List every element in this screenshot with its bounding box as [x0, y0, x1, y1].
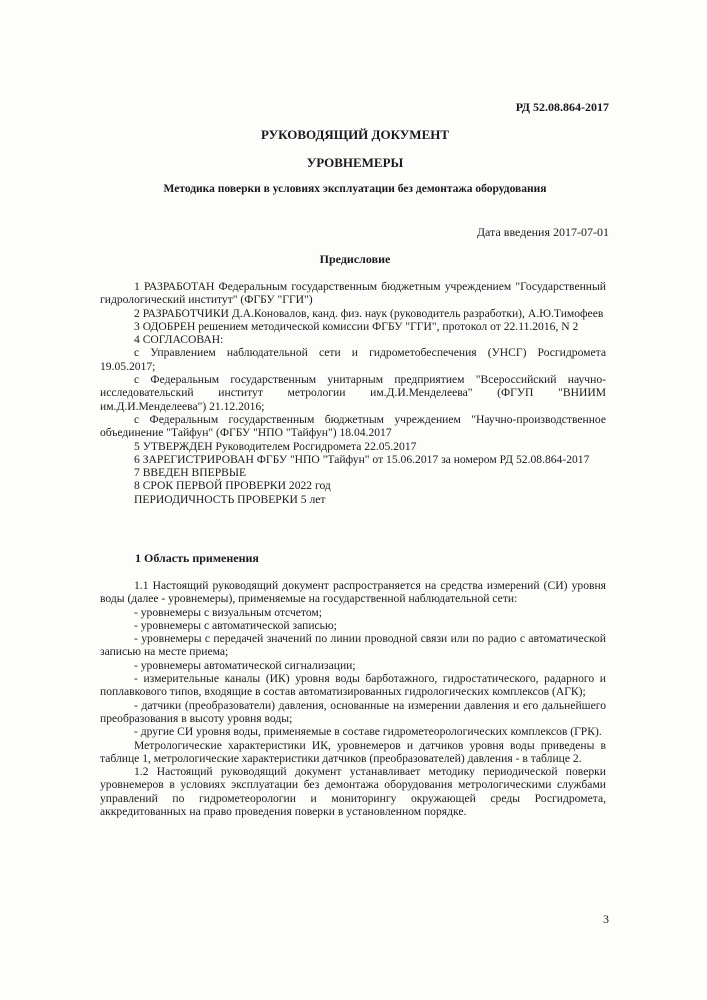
preface-item-check-period: ПЕРИОДИЧНОСТЬ ПРОВЕРКИ 5 лет [134, 492, 326, 506]
scope-list-item: - уровнемеры с автоматической записью; [134, 618, 337, 632]
document-code: РД 52.08.864-2017 [515, 100, 609, 114]
preface-item-confirmed: 5 УТВЕРЖДЕН Руководителем Росгидромета 22.05.2017 [134, 439, 417, 453]
document-subtitle: Методика поверки в условиях эксплуатации без демонтажа оборудования [163, 183, 547, 195]
scope-section [100, 579, 606, 818]
scope-list-item: - измерительные каналы (ИК) уровня воды барботажного, гидростатического, радарного и поплавкового типов, входящие в состав автоматизированных гидрологических комплексов (АГК); [100, 672, 606, 699]
document-type-title: РУКОВОДЯЩИЙ ДОКУМЕНТ [260, 127, 450, 142]
preface-item-check-date: 8 СРОК ПЕРВОЙ ПРОВЕРКИ 2022 год [134, 479, 331, 493]
introduction-date: Дата введения 2017-07-01 [476, 225, 609, 239]
preface-agreed-unsg: с Управлением наблюдательной сети и гидрометобеспечения (УНСГ) Росгидромета 19.05.2017; [100, 346, 606, 373]
preface-item-introduced: 7 ВВЕДЕН ВПЕРВЫЕ [134, 466, 247, 480]
scope-metrology-para: Метрологические характеристики ИК, уровнемеров и датчиков уровня воды приведены в таблице 1, метрологические характеристики датчиков (преобразователей) давления - в таблице 2. [100, 738, 606, 765]
preface-section [100, 280, 606, 506]
scope-list-item: - уровнемеры с передачей значений по линии проводной связи или по радио с автоматической записью на месте приема; [100, 632, 606, 659]
scope-heading: 1 Область применения [135, 551, 259, 565]
preface-item-approved: 3 ОДОБРЕН решением методической комиссии ФГБУ "ГГИ", протокол от 22.11.2016, N 2 [134, 319, 579, 333]
preface-item-registered: 6 ЗАРЕГИСТРИРОВАН ФГБУ "НПО "Тайфун" от 15.06.2017 за номером РД 52.08.864-2017 [134, 452, 590, 466]
preface-item-developed: 1 РАЗРАБОТАН Федеральным государственным бюджетным учреждением "Государственный гидрологический институт" (ФГБУ "ГГИ") [100, 280, 606, 307]
scope-list-item: - другие СИ уровня воды, применяемые в составе гидрометеорологических комплексов (ГРК). [134, 725, 602, 739]
scope-list-item: - уровнемеры с визуальным отсчетом; [134, 605, 322, 619]
scope-para-1-2: 1.2 Настоящий руководящий документ устанавливает методику периодической поверки уровнемеров в условиях эксплуатации без демонтажа оборудования метрологическими службами управлений по гидрометеорологии и мониторингу окружающей среды Росгидромета, аккредитованных на право проведения поверки в установленном порядке. [100, 765, 606, 819]
preface-agreed-typhoon: с Федеральным государственным бюджетным учреждением "Научно-производственное объединение "Тайфун" (ФГБУ "НПО "Тайфун") 18.04.2017 [100, 412, 606, 440]
scope-list-item: - датчики (преобразователи) давления, основанные на измерении давления и его дальнейшего преобразования в высоту уровня воды; [100, 698, 606, 725]
scope-list-item: - уровнемеры автоматической сигнализации; [134, 658, 356, 672]
preface-item-developers: 2 РАЗРАБОТЧИКИ Д.А.Коновалов, канд. физ. наук (руководитель разработки), А.Ю.Тимофеев [134, 306, 604, 320]
preface-agreed-vniim: с Федеральным государственным унитарным предприятием "Всероссийский научно-исследовательский институт метрологии им.Д.И.Менделеева" (ФГУП "ВНИИМ им.Д.И.Менделеева") 21.12.2016; [100, 373, 606, 413]
preface-heading: Предисловие [319, 252, 391, 266]
page-number: 3 [603, 912, 609, 926]
scope-para-1-1: 1.1 Настоящий руководящий документ распространяется на средства измерений (СИ) уровня воды (далее - уровнемеры), применяемые на государственной наблюдательной сети: [100, 579, 606, 606]
document-subject-title: УРОВНЕМЕРЫ [306, 155, 404, 170]
preface-item-agreed: 4 СОГЛАСОВАН: [134, 333, 224, 347]
